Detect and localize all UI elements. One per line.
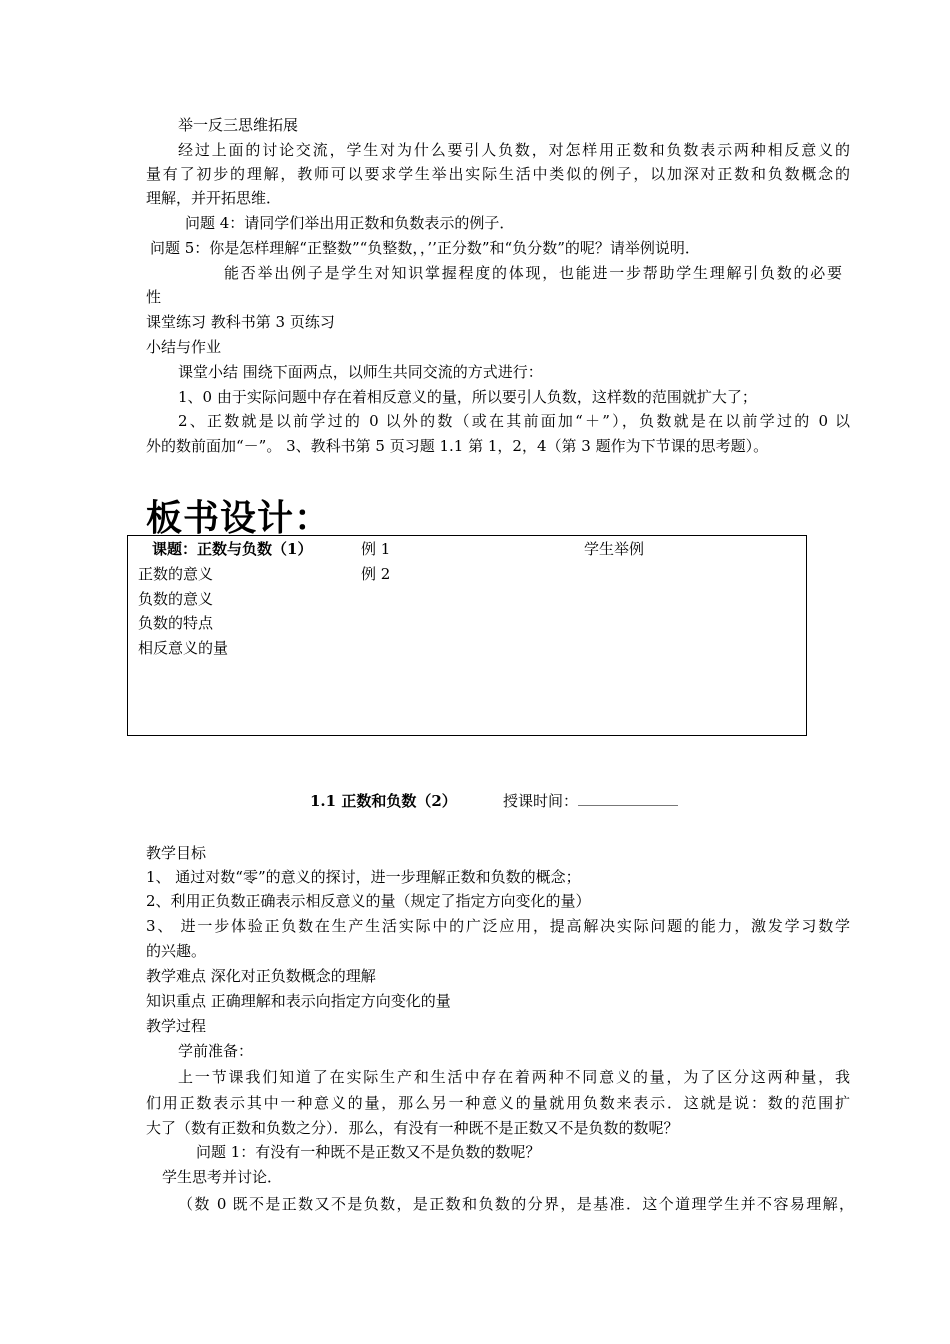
paragraph-line: 理解，并开拓思维． xyxy=(146,189,282,207)
board-heading: 板书设计： xyxy=(146,498,332,539)
board-student-examples: 学生举例 xyxy=(584,540,645,558)
summary-line: 课堂小结 围绕下面两点，以师生共同交流的方式进行： xyxy=(178,363,543,381)
summary-point-2: 2、正数就是以前学过的 0 以外的数（或在其前面加“＋”），负数就是在以前学过的 0 以 xyxy=(178,412,850,430)
heading-extension: 举一反三思维拓展 xyxy=(178,116,299,134)
goals-title: 教学目标 xyxy=(146,844,207,862)
teaching-time-label: 授课时间： xyxy=(503,792,579,810)
goal-3-cont: 的兴趣。 xyxy=(146,942,207,960)
key-point-line: 知识重点 正确理解和表示向指定方向变化的量 xyxy=(146,992,451,1010)
practice-line: 课堂练习 教科书第 3 页练习 xyxy=(146,313,335,331)
paragraph-line: 量有了初步的理解，教师可以要求学生举出实际生活中类似的例子，以加深对正数和负数概念的 xyxy=(146,165,850,183)
goal-2: 2、利用正负数正确表示相反意义的量（规定了指定方向变化的量） xyxy=(146,892,591,910)
note-line: 性 xyxy=(146,288,162,306)
teaching-time-blank xyxy=(578,791,678,806)
prep-line: 们用正数表示其中一种意义的量，那么另一种意义的量就用负数来表示．这就是说：数的范围扩 xyxy=(146,1094,850,1112)
board-example-2: 例 2 xyxy=(361,565,391,583)
prep-line: 上一节课我们知道了在实际生产和生活中存在着两种不同意义的量，为了区分这两种量，我 xyxy=(178,1068,850,1086)
question-1: 问题 1：有没有一种既不是正数又不是负数的数呢？ xyxy=(196,1143,541,1161)
board-item: 负数的意义 xyxy=(138,590,214,608)
prep-title: 学前准备： xyxy=(178,1042,254,1060)
note-line: 能否举出例子是学生对知识掌握程度的体现，也能进一步帮助学生理解引负数的必要 xyxy=(224,264,842,282)
board-item: 负数的特点 xyxy=(138,614,214,632)
summary-point-2-cont: 外的数前面加“－”。 3、教科书第 5 页习题 1.1 第 1，2，4（第 3 题作为下节课的思考题）。 xyxy=(146,437,769,455)
summary-point-1: 1、0 由于实际问题中存在着相反意义的量，所以要引人负数，这样数的范围就扩大了； xyxy=(178,388,757,406)
goal-1: 1、 通过对数“零”的意义的探讨，进一步理解正数和负数的概念； xyxy=(146,868,581,886)
answer-line: （数 0 既不是正数又不是负数，是正数和负数的分界，是基准．这个道理学生并不容易理解， xyxy=(178,1195,854,1213)
board-example-1: 例 1 xyxy=(361,540,391,558)
summary-title: 小结与作业 xyxy=(146,338,222,356)
prep-line: 大了（数有正数和负数之分）．那么，有没有一种既不是正数又不是负数的数呢？ xyxy=(146,1119,679,1137)
paragraph-line: 经过上面的讨论交流，学生对为什么要引人负数，对怎样用正数和负数表示两种相反意义的 xyxy=(178,141,850,159)
board-item: 相反意义的量 xyxy=(138,639,229,657)
teaching-time xyxy=(503,791,678,811)
difficulty-line: 教学难点 深化对正负数概念的理解 xyxy=(146,967,376,985)
board-title: 课题：正数与负数（1） xyxy=(152,540,313,558)
question-4: 问题 4：请同学们举出用正数和负数表示的例子． xyxy=(185,214,515,232)
lesson-title: 1.1 正数和负数（2） xyxy=(310,792,457,810)
board-box xyxy=(127,535,807,736)
discussion-line: 学生思考并讨论． xyxy=(162,1168,283,1186)
question-5: 问题 5：你是怎样理解“正整数”“负整数，，’’正分数”和“负分数”的呢？请举例说明． xyxy=(150,239,700,257)
goal-3: 3、 进一步体验正负数在生产生活实际中的广泛应用，提高解决实际问题的能力，激发学习数学 xyxy=(146,917,850,935)
board-item: 正数的意义 xyxy=(138,565,214,583)
process-title: 教学过程 xyxy=(146,1017,207,1035)
